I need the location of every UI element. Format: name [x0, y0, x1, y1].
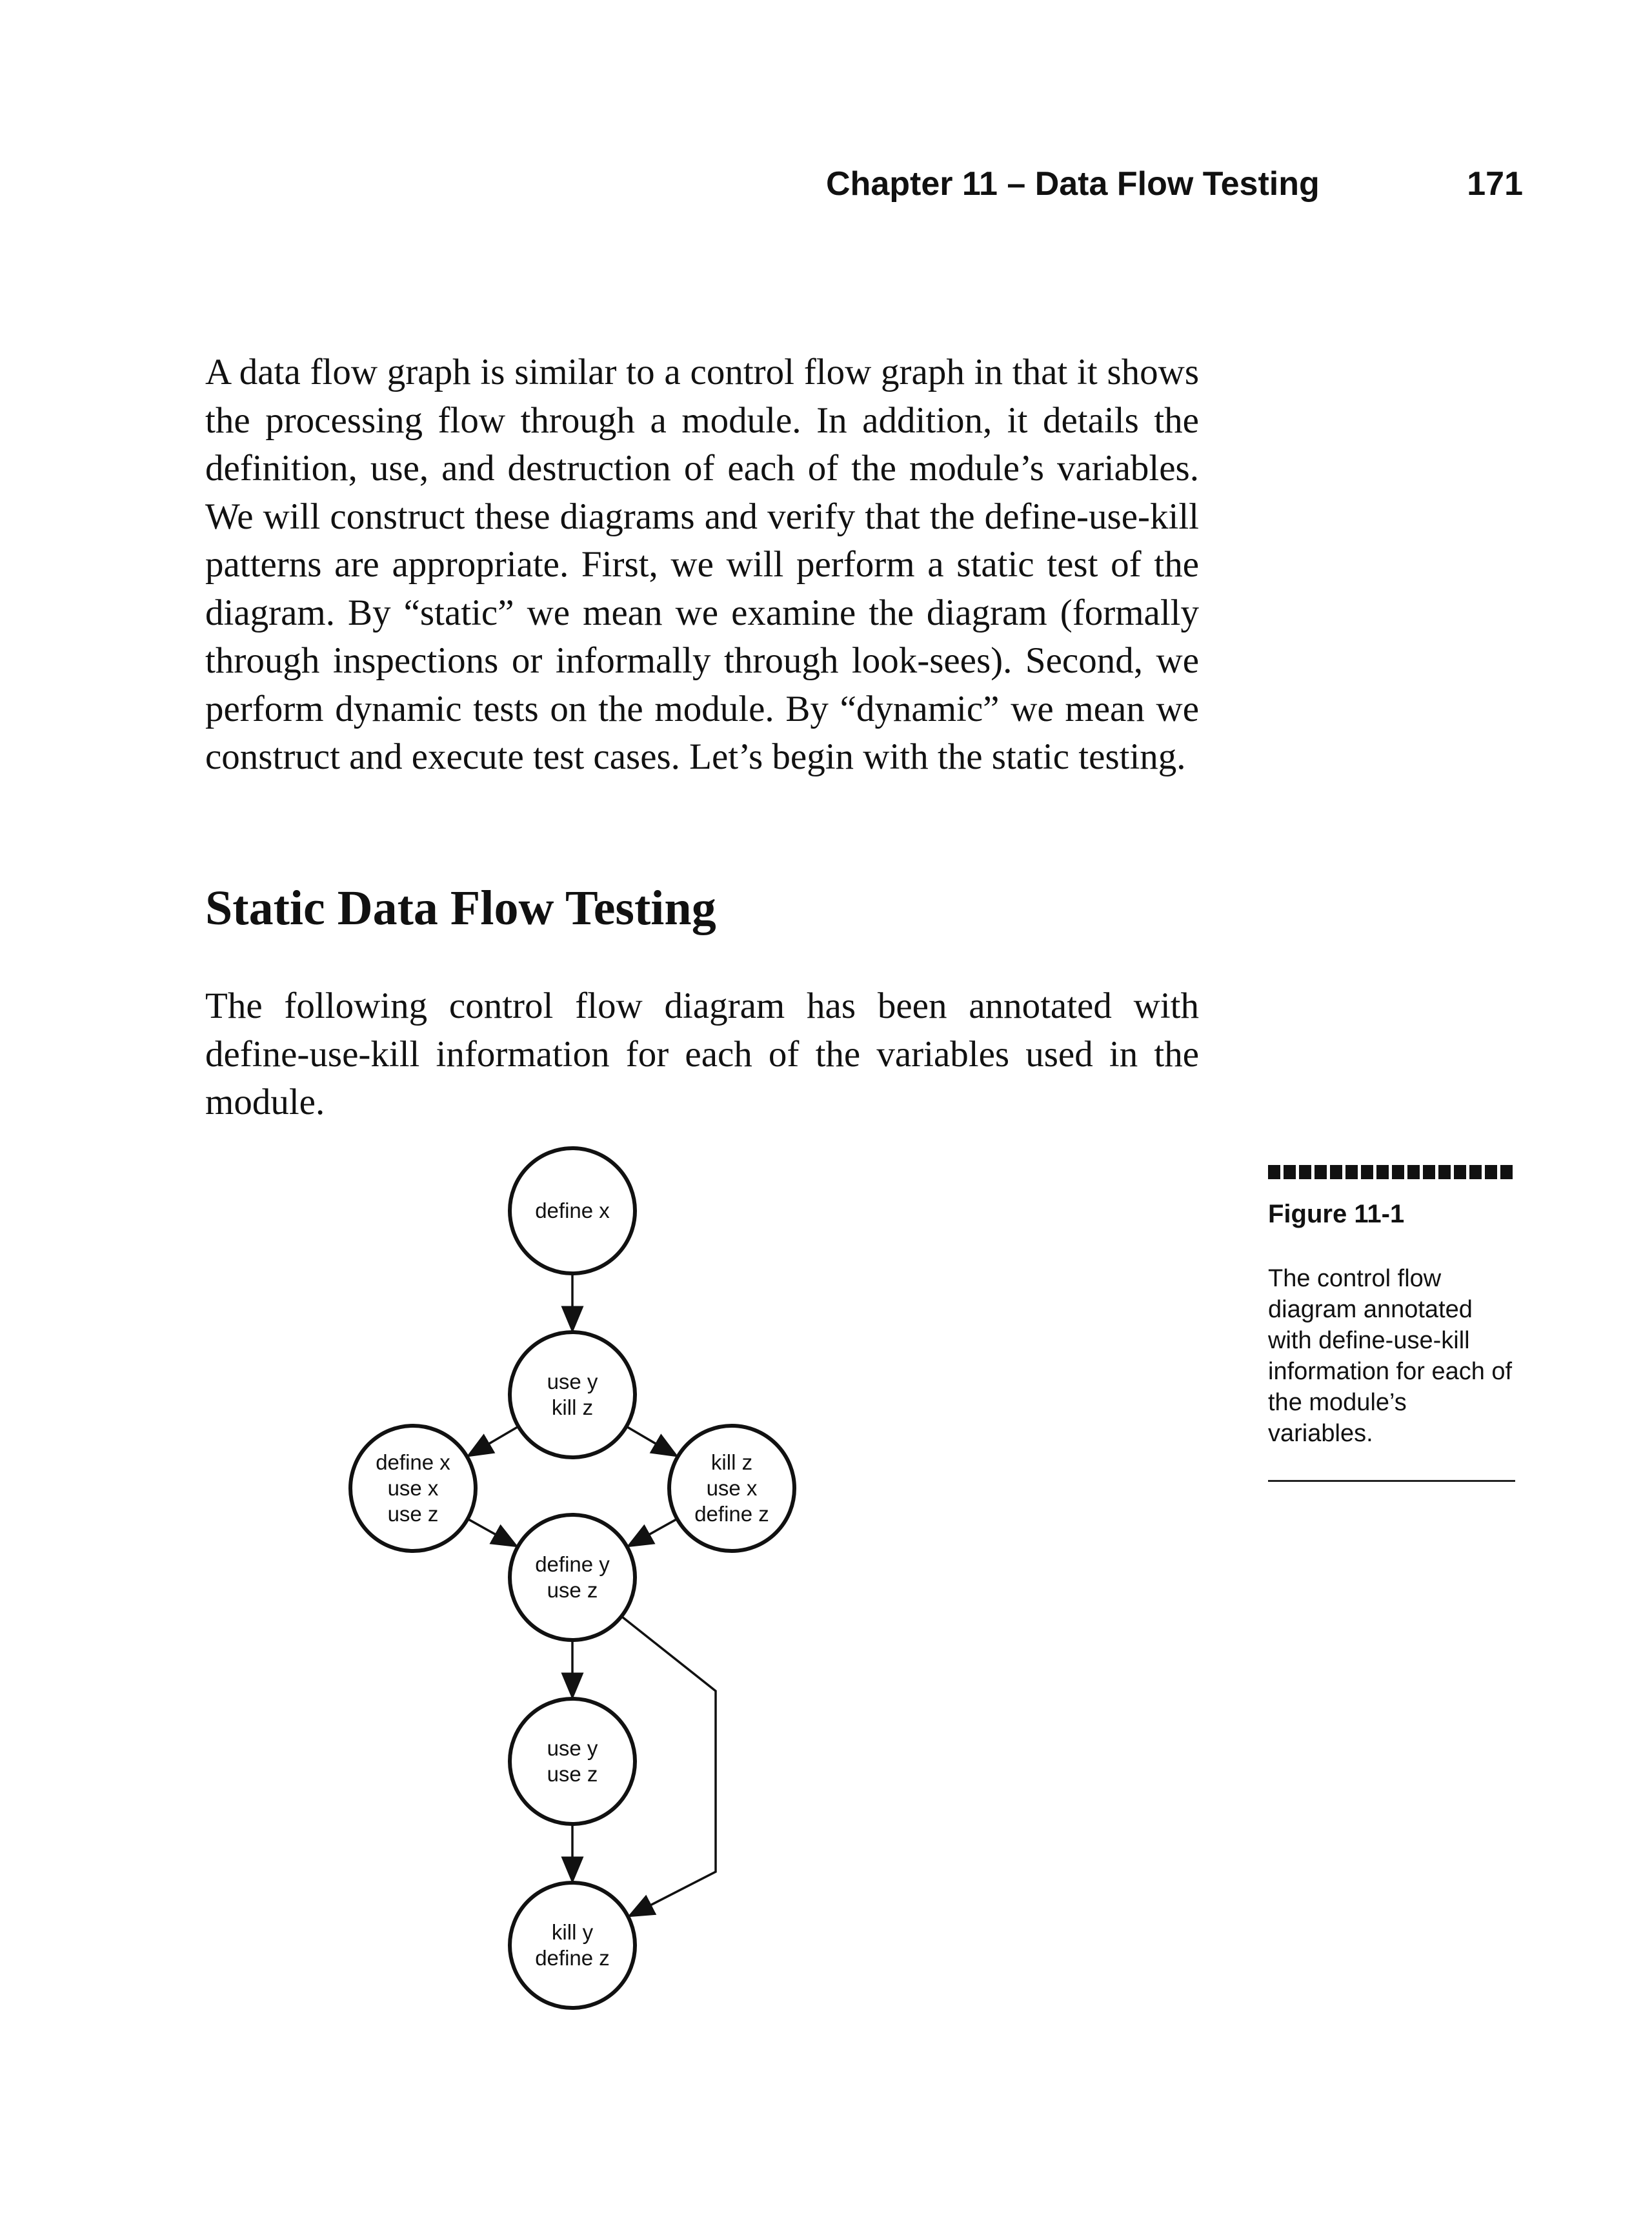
node-label: kill z — [710, 1450, 753, 1474]
edge-n4-to-n5 — [628, 1519, 677, 1546]
flow-node-n3 — [350, 1426, 476, 1551]
flow-node-n2 — [510, 1332, 635, 1457]
node-circle — [510, 1515, 635, 1640]
node-label: kill y — [551, 1920, 594, 1944]
node-label: define z — [535, 1946, 610, 1970]
page-number: 171 — [1467, 165, 1523, 203]
node-label: use z — [547, 1578, 598, 1602]
node-label: use y — [547, 1736, 598, 1760]
flow-node-n5 — [510, 1515, 635, 1640]
flow-node-n4 — [669, 1426, 794, 1551]
sidebar-bottom-rule — [1268, 1480, 1515, 1482]
flow-node-n6 — [510, 1699, 635, 1824]
edge-n3-to-n5 — [468, 1519, 517, 1546]
flow-node-n7 — [510, 1883, 635, 2008]
figure-sidebar — [1268, 1165, 1516, 1482]
node-circle — [510, 1699, 635, 1824]
node-label: define z — [694, 1502, 769, 1526]
figure-caption: The control flow diagram annotated with define-use-kill information for each of the module’s variables. — [1268, 1265, 1513, 1447]
edge-n2-to-n3 — [468, 1426, 518, 1456]
node-circle — [510, 1883, 635, 2008]
node-label: use x — [387, 1476, 439, 1500]
node-label: define x — [535, 1199, 610, 1222]
sidebar-top-rule — [1268, 1165, 1515, 1179]
node-label: define y — [535, 1552, 610, 1576]
intro-paragraph: A data flow graph is similar to a control flow graph in that it shows the processing flow through a module. In addition, it details the definition, use, and destruction of each of the module’s variables. We will construct these diagrams and verify that the define-use-kill patterns are appropriate. First, we will perform a static test of the diagram. By “static” we mean we examine the diagram (formally through inspections or informally through look-sees). Second, we perform dynamic tests on the module. By “dynamic” we mean we construct and execute test cases. Let’s begin with the static testing. — [205, 352, 1199, 777]
section-heading: Static Data Flow Testing — [205, 881, 716, 935]
figure-label: Figure 11-1 — [1268, 1200, 1405, 1228]
node-label: define x — [376, 1450, 450, 1474]
edge-n2-to-n4 — [627, 1426, 677, 1456]
node-label: use x — [706, 1476, 758, 1500]
node-circle — [510, 1332, 635, 1457]
node-label: use z — [547, 1762, 598, 1786]
section-paragraph: The following control flow diagram has been annotated with define-use-kill information for each of the variables used in the module. — [205, 986, 1199, 1122]
node-label: use z — [387, 1502, 439, 1526]
flow-node-n1 — [510, 1148, 635, 1273]
chapter-title: Chapter 11 – Data Flow Testing — [826, 165, 1320, 203]
node-label: kill z — [551, 1395, 594, 1419]
node-label: use y — [547, 1370, 598, 1393]
